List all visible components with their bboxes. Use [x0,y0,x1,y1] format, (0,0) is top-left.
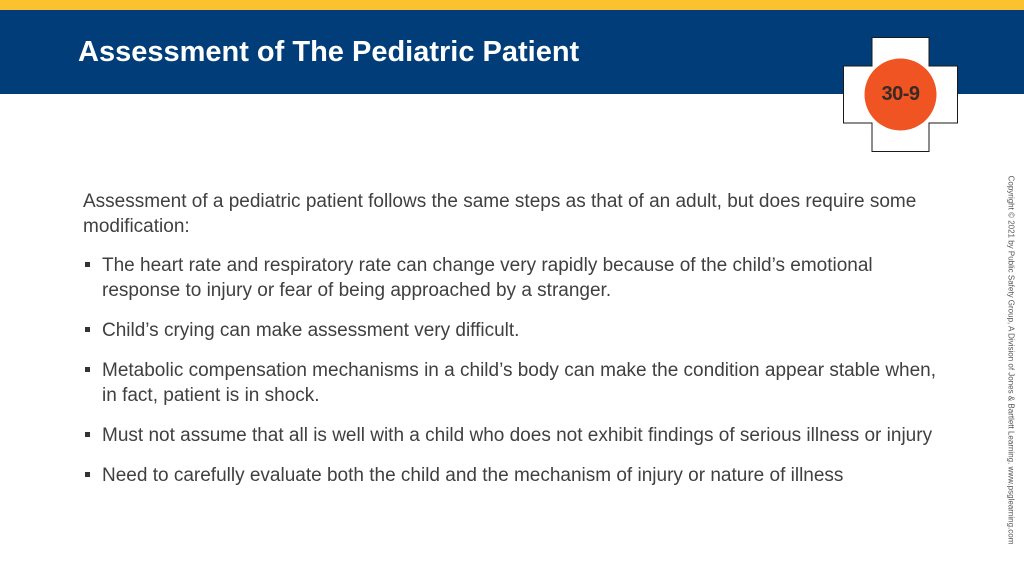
slide-number: 30-9 [881,83,920,105]
copyright-notice: Copyright © 2021 by Public Safety Group, A Division of Jones & Bartlett Learning. www.psglearning.com [1006,175,1016,545]
bullet-list [83,253,943,488]
slide-title: Assessment of The Pediatric Patient [78,36,580,68]
bullet-item [83,423,943,448]
bullet-text: Need to carefully evaluate both the child and the mechanism of injury or nature of illness [102,465,844,486]
bullet-item [83,463,943,488]
slide-body [83,189,943,503]
bullet-text: Child’s crying can make assessment very difficult. [102,320,520,341]
top-accent-stripe [0,0,1024,10]
intro-paragraph: Assessment of a pediatric patient follows the same steps as that of an adult, but does require some modification: [83,191,917,237]
bullet-text: Metabolic compensation mechanisms in a child’s body can make the condition appear stable when, in fact, patient is in shock. [102,360,937,406]
square-bullet-icon [85,432,90,437]
square-bullet-icon [85,367,90,372]
square-bullet-icon [85,472,90,477]
bullet-item [83,358,943,408]
bullet-text: The heart rate and respiratory rate can change very rapidly because of the child’s emotional response to injury or fear of being approached by a stranger. [102,255,873,301]
bullet-text: Must not assume that all is well with a child who does not exhibit findings of serious illness or injury [102,425,933,446]
square-bullet-icon [85,327,90,332]
bullet-item [83,318,943,343]
square-bullet-icon [85,262,90,267]
slide-number-badge [843,37,958,152]
bullet-item [83,253,943,303]
